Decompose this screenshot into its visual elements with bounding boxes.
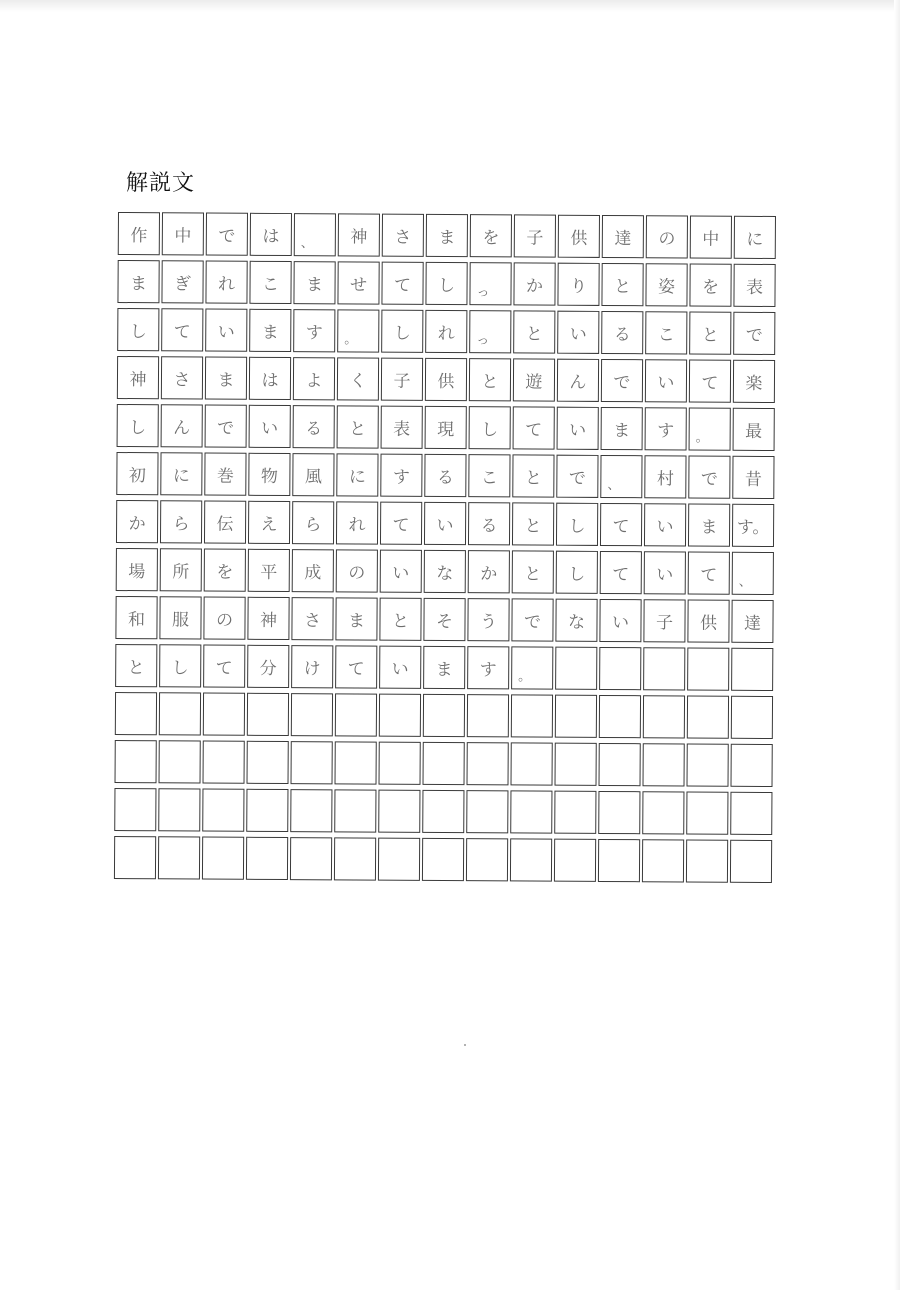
grid-cell: 中	[162, 212, 204, 255]
grid-cell: さ	[161, 356, 203, 399]
grid-cell: い	[557, 407, 599, 450]
grid-cell: い	[645, 359, 687, 402]
grid-row	[116, 500, 778, 549]
grid-cell: し	[556, 551, 598, 594]
grid-cell	[687, 647, 729, 690]
grid-cell	[379, 694, 421, 737]
grid-cell: す。	[732, 504, 774, 547]
page-title: 解説文	[126, 171, 196, 196]
page-edge-right	[894, 0, 900, 1290]
grid-cell: る	[293, 405, 335, 448]
grid-cell	[510, 790, 552, 833]
grid-cell: 所	[160, 548, 202, 591]
grid-cell: で	[206, 213, 248, 256]
grid-cell: 服	[159, 596, 201, 639]
grid-cell: い	[380, 550, 422, 593]
grid-cell	[290, 837, 332, 880]
grid-cell	[599, 647, 641, 690]
grid-row	[117, 356, 779, 405]
grid-cell: と	[115, 644, 157, 687]
grid-row	[115, 596, 777, 645]
grid-cell: 最	[733, 408, 775, 451]
grid-cell	[599, 743, 641, 786]
grid-cell: 表	[381, 406, 423, 449]
grid-cell: っ	[469, 310, 511, 353]
grid-cell	[643, 647, 685, 690]
grid-cell: 神	[247, 597, 289, 640]
grid-cell: 、	[732, 552, 774, 595]
grid-cell: せ	[337, 261, 379, 304]
grid-cell	[379, 742, 421, 785]
grid-cell	[555, 647, 597, 690]
grid-cell: 供	[558, 215, 600, 258]
grid-cell: 昔	[732, 456, 774, 499]
grid-cell: さ	[382, 214, 424, 257]
grid-cell	[246, 837, 288, 880]
grid-cell: 。	[337, 309, 379, 352]
grid-cell	[554, 839, 596, 882]
grid-cell	[159, 740, 201, 783]
grid-cell: し	[556, 503, 598, 546]
grid-cell	[466, 838, 508, 881]
grid-cell	[730, 792, 772, 835]
grid-cell: と	[337, 405, 379, 448]
grid-cell: い	[205, 309, 247, 352]
grid-cell: い	[644, 503, 686, 546]
grid-cell: ぎ	[161, 260, 203, 303]
grid-cell: す	[467, 646, 509, 689]
grid-cell	[291, 693, 333, 736]
grid-cell	[158, 788, 200, 831]
grid-cell: の	[203, 597, 245, 640]
grid-cell: で	[733, 312, 775, 355]
grid-cell: い	[249, 405, 291, 448]
grid-cell: 神	[117, 356, 159, 399]
grid-cell: を	[470, 214, 512, 257]
grid-cell: ま	[423, 646, 465, 689]
grid-cell: ま	[426, 214, 468, 257]
grid-cell: と	[689, 311, 731, 354]
grid-cell	[687, 743, 729, 786]
grid-cell: の	[646, 215, 688, 258]
grid-cell	[422, 838, 464, 881]
grid-cell: し	[117, 404, 159, 447]
grid-cell	[643, 743, 685, 786]
grid-cell: 神	[338, 213, 380, 256]
grid-cell	[510, 838, 552, 881]
grid-cell	[335, 693, 377, 736]
grid-cell: 風	[292, 453, 334, 496]
grid-cell: っ	[469, 262, 511, 305]
grid-cell: な	[555, 599, 597, 642]
grid-cell: で	[556, 455, 598, 498]
grid-cell: 成	[292, 549, 334, 592]
grid-cell: と	[512, 550, 554, 593]
grid-cell	[686, 839, 728, 882]
grid-cell	[731, 744, 773, 787]
grid-cell: 村	[644, 455, 686, 498]
grid-row	[114, 788, 776, 837]
grid-cell: と	[512, 502, 554, 545]
grid-cell	[290, 789, 332, 832]
grid-cell: ま	[117, 260, 159, 303]
grid-cell	[511, 742, 553, 785]
grid-cell: 、	[600, 455, 642, 498]
grid-cell	[423, 694, 465, 737]
grid-cell: 分	[247, 645, 289, 688]
grid-cell: し	[159, 644, 201, 687]
grid-cell	[598, 839, 640, 882]
grid-cell: 達	[731, 600, 773, 643]
grid-cell	[159, 692, 201, 735]
grid-cell	[467, 694, 509, 737]
grid-cell	[335, 741, 377, 784]
grid-cell: い	[379, 646, 421, 689]
grid-cell: ま	[688, 503, 730, 546]
grid-cell: さ	[291, 597, 333, 640]
grid-cell: ら	[160, 500, 202, 543]
grid-cell	[202, 789, 244, 832]
grid-cell: 楽	[733, 360, 775, 403]
grid-cell: 子	[514, 214, 556, 257]
grid-row	[114, 836, 776, 885]
grid-cell: る	[468, 502, 510, 545]
grid-cell: ま	[335, 597, 377, 640]
grid-cell: の	[336, 549, 378, 592]
grid-cell: る	[601, 311, 643, 354]
grid-cell: り	[557, 263, 599, 306]
grid-cell: 巻	[204, 453, 246, 496]
grid-cell: し	[117, 308, 159, 351]
grid-cell	[114, 836, 156, 879]
grid-cell	[554, 791, 596, 834]
grid-cell	[467, 742, 509, 785]
grid-cell: て	[381, 262, 423, 305]
grid-cell: れ	[336, 501, 378, 544]
grid-cell: す	[293, 309, 335, 352]
grid-cell: 。	[511, 646, 553, 689]
grid-cell: こ	[645, 311, 687, 354]
grid-cell: け	[291, 645, 333, 688]
grid-cell: に	[336, 453, 378, 496]
page-edge	[0, 0, 900, 12]
grid-row	[115, 644, 777, 693]
grid-cell: ま	[601, 407, 643, 450]
grid-cell: て	[203, 645, 245, 688]
grid-row	[115, 692, 777, 741]
grid-cell	[334, 789, 376, 832]
grid-cell	[202, 837, 244, 880]
grid-cell: す	[645, 407, 687, 450]
grid-cell: て	[689, 359, 731, 402]
grid-cell: 達	[602, 215, 644, 258]
grid-cell: し	[381, 310, 423, 353]
grid-row	[117, 404, 779, 453]
grid-cell: は	[250, 213, 292, 256]
grid-cell	[643, 695, 685, 738]
grid-cell	[422, 790, 464, 833]
grid-cell: ま	[293, 261, 335, 304]
grid-cell: 伝	[204, 501, 246, 544]
grid-cell: し	[469, 406, 511, 449]
grid-cell: と	[512, 454, 554, 497]
grid-cell: て	[161, 308, 203, 351]
grid-cell	[291, 741, 333, 784]
grid-cell: 物	[248, 453, 290, 496]
grid-cell: 供	[425, 358, 467, 401]
grid-cell: か	[116, 500, 158, 543]
grid-cell	[687, 695, 729, 738]
grid-cell: よ	[293, 357, 335, 400]
grid-cell: い	[644, 551, 686, 594]
grid-cell: に	[160, 452, 202, 495]
grid-cell	[555, 743, 597, 786]
grid-cell: か	[513, 262, 555, 305]
grid-cell	[247, 693, 289, 736]
grid-cell: は	[249, 357, 291, 400]
grid-cell: 子	[643, 599, 685, 642]
grid-cell	[203, 741, 245, 784]
grid-cell: る	[424, 454, 466, 497]
grid-cell	[247, 741, 289, 784]
grid-cell: 子	[381, 358, 423, 401]
grid-cell: で	[601, 359, 643, 402]
grid-cell	[730, 840, 772, 883]
grid-cell: 姿	[645, 263, 687, 306]
grid-cell: と	[513, 310, 555, 353]
grid-cell: て	[335, 645, 377, 688]
grid-cell	[731, 648, 773, 691]
grid-cell: と	[379, 598, 421, 641]
grid-cell	[642, 791, 684, 834]
grid-cell: 和	[115, 596, 157, 639]
grid-cell: ま	[205, 357, 247, 400]
grid-cell	[378, 838, 420, 881]
grid-cell	[642, 839, 684, 882]
grid-row	[117, 260, 779, 309]
grid-cell	[115, 740, 157, 783]
grid-cell	[158, 836, 200, 879]
grid-cell: と	[601, 263, 643, 306]
grid-cell: か	[468, 550, 510, 593]
grid-cell	[555, 695, 597, 738]
grid-cell: れ	[205, 261, 247, 304]
grid-cell: 供	[687, 599, 729, 642]
grid-cell	[334, 837, 376, 880]
grid-cell	[731, 696, 773, 739]
grid-cell: く	[337, 357, 379, 400]
grid-cell	[511, 694, 553, 737]
grid-cell: て	[600, 503, 642, 546]
grid-cell: ら	[292, 501, 334, 544]
grid-cell: 表	[733, 264, 775, 307]
grid-cell: 中	[690, 215, 732, 258]
grid-cell: ん	[161, 404, 203, 447]
grid-cell: え	[248, 501, 290, 544]
grid-cell: を	[689, 263, 731, 306]
grid-cell	[203, 693, 245, 736]
grid-cell: 場	[116, 548, 158, 591]
grid-row	[118, 212, 780, 261]
grid-cell: て	[513, 406, 555, 449]
grid-cell: と	[469, 358, 511, 401]
grid-cell: そ	[423, 598, 465, 641]
grid-cell: て	[600, 551, 642, 594]
grid-cell	[115, 692, 157, 735]
grid-cell: こ	[468, 454, 510, 497]
grid-cell	[686, 791, 728, 834]
grid-cell	[246, 789, 288, 832]
scan-speck	[464, 1044, 466, 1046]
grid-cell: こ	[249, 261, 291, 304]
grid-cell: 、	[294, 213, 336, 256]
grid-cell: 。	[689, 407, 731, 450]
grid-cell: 初	[116, 452, 158, 495]
grid-cell	[466, 790, 508, 833]
grid-cell	[599, 695, 641, 738]
grid-cell: ま	[249, 309, 291, 352]
grid-cell: ん	[557, 359, 599, 402]
grid-cell: 現	[425, 406, 467, 449]
grid-cell: し	[425, 262, 467, 305]
grid-cell	[378, 790, 420, 833]
grid-cell: で	[688, 455, 730, 498]
grid-cell: う	[467, 598, 509, 641]
grid-cell: す	[380, 454, 422, 497]
grid-cell: れ	[425, 310, 467, 353]
grid-row	[116, 452, 778, 501]
grid-cell: て	[688, 551, 730, 594]
grid-cell: を	[204, 549, 246, 592]
grid-row	[116, 548, 778, 597]
grid-cell: で	[511, 598, 553, 641]
grid-cell: い	[599, 599, 641, 642]
grid-row	[117, 308, 779, 357]
grid-cell: 平	[248, 549, 290, 592]
grid-cell: て	[380, 502, 422, 545]
grid-cell: い	[557, 311, 599, 354]
grid-cell	[114, 788, 156, 831]
grid-cell	[598, 791, 640, 834]
grid-cell: な	[424, 550, 466, 593]
grid-cell: で	[205, 405, 247, 448]
grid-cell: 遊	[513, 358, 555, 401]
grid-cell: 作	[118, 212, 160, 255]
grid-row	[114, 740, 776, 789]
grid-cell: に	[734, 216, 776, 259]
grid-cell	[423, 742, 465, 785]
grid-cell: い	[424, 502, 466, 545]
